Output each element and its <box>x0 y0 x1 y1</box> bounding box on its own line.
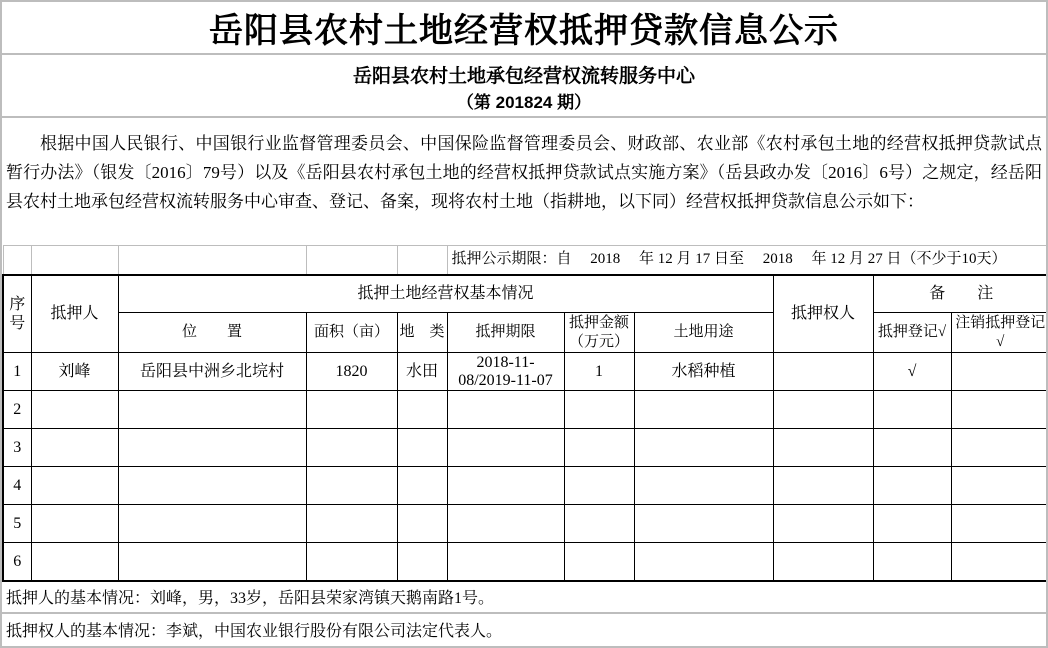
cell-mortgage-period <box>447 353 564 391</box>
mortgagee-info-note <box>2 614 1046 646</box>
table-cell <box>564 391 634 429</box>
table-cell <box>31 505 118 543</box>
header-land-type: 地 类 <box>397 313 447 353</box>
empty-cell <box>118 246 306 275</box>
title-section <box>2 2 1046 55</box>
cell-seq: 2 <box>3 391 31 429</box>
table-cell <box>397 505 447 543</box>
cell-seq: 1 <box>3 353 31 391</box>
table-cell <box>306 391 397 429</box>
cell-land-type: 水田 <box>397 353 447 391</box>
page-title: 岳阳县农村土地经营权抵押贷款信息公示 <box>209 12 839 50</box>
period-line-2: 08/2019-11-07 <box>458 371 553 389</box>
notice-period-text: 抵押公示期限：自 2018 年 12 月 17 日至 2018 年 12 月 27 日（不少于10天） <box>447 246 1048 275</box>
cell-land-usage: 水稻种植 <box>634 353 773 391</box>
header-seq: 序号 <box>3 275 31 353</box>
header-row-2 <box>3 313 1048 353</box>
table-cell <box>951 467 1048 505</box>
subtitle-section <box>2 55 1046 118</box>
cell-seq: 5 <box>3 505 31 543</box>
table-cell <box>773 543 873 581</box>
table-row <box>3 467 1048 505</box>
intro-section <box>2 118 1046 245</box>
header-amount: 抵押金额（万元） <box>564 313 634 353</box>
header-period: 抵押期限 <box>447 313 564 353</box>
cell-mortgagee <box>773 353 873 391</box>
cell-deregistration-check <box>951 353 1048 391</box>
table-cell <box>31 543 118 581</box>
loan-disclosure-table <box>2 245 1048 582</box>
table-cell <box>873 429 951 467</box>
table-cell <box>447 391 564 429</box>
empty-cell <box>3 246 31 275</box>
table-cell <box>634 505 773 543</box>
table-cell <box>118 505 306 543</box>
table-cell <box>31 391 118 429</box>
cell-seq: 3 <box>3 429 31 467</box>
table-cell <box>306 505 397 543</box>
table-cell <box>564 543 634 581</box>
empty-cell <box>397 246 447 275</box>
table-cell <box>306 467 397 505</box>
cell-registration-check: √ <box>873 353 951 391</box>
table-cell <box>634 543 773 581</box>
empty-cell <box>306 246 397 275</box>
table-cell <box>447 467 564 505</box>
issue-number: （第 201824 期） <box>456 93 592 112</box>
header-area: 面积（亩） <box>306 313 397 353</box>
header-mortgagor: 抵押人 <box>31 275 118 353</box>
cell-mortgagor-name: 刘峰 <box>31 353 118 391</box>
table-cell <box>773 391 873 429</box>
table-cell <box>951 505 1048 543</box>
header-land-info: 抵押土地经营权基本情况 <box>118 275 773 313</box>
table-cell <box>397 543 447 581</box>
table-cell <box>564 505 634 543</box>
table-cell <box>773 505 873 543</box>
table-cell <box>873 505 951 543</box>
empty-cell <box>31 246 118 275</box>
table-row <box>3 543 1048 581</box>
table-cell <box>951 543 1048 581</box>
table-cell <box>564 429 634 467</box>
table-cell <box>951 391 1048 429</box>
table-cell <box>118 391 306 429</box>
table-row <box>3 505 1048 543</box>
table-cell <box>873 467 951 505</box>
header-registered: 抵押登记√ <box>873 313 951 353</box>
header-remark: 备 注 <box>873 275 1048 313</box>
mortgagor-info-text: 抵押人的基本情况：刘峰，男，33岁，岳阳县荣家湾镇天鹅南路1号。 <box>6 590 495 607</box>
table-cell <box>118 429 306 467</box>
table-section <box>2 245 1046 582</box>
table-cell <box>118 467 306 505</box>
table-cell <box>773 429 873 467</box>
header-row-1 <box>3 275 1048 313</box>
header-usage: 土地用途 <box>634 313 773 353</box>
table-row <box>3 391 1048 429</box>
table-cell <box>31 429 118 467</box>
table-cell <box>564 467 634 505</box>
header-location: 位 置 <box>118 313 306 353</box>
table-cell <box>447 543 564 581</box>
header-deregistered: 注销抵押登记√ <box>951 313 1048 353</box>
table-cell <box>634 467 773 505</box>
table-cell <box>397 429 447 467</box>
table-cell <box>873 391 951 429</box>
cell-seq: 4 <box>3 467 31 505</box>
table-row <box>3 429 1048 467</box>
table-cell <box>306 429 397 467</box>
issuing-center-name: 岳阳县农村土地承包经营权流转服务中心 <box>352 66 695 87</box>
table-cell <box>873 543 951 581</box>
intro-paragraph: 根据中国人民银行、中国银行业监督管理委员会、中国保险监督管理委员会、财政部、农业部《农村承包土地的经营权抵押贷款试点暂行办法》（银发〔2016〕79号）以及《岳阳县农村承包土地的经营权抵押贷款试点实施方案》（岳县政办发〔2016〕6号）之规定，经岳阳县农村土地承包经营权流转服务中心审查、登记、备案，现将农村土地（指耕地，以下同）经营权抵押贷款信息公示如下： <box>6 134 1042 211</box>
table-cell <box>31 467 118 505</box>
table-row <box>3 353 1048 391</box>
table-cell <box>397 391 447 429</box>
table-cell <box>118 543 306 581</box>
mortgagor-info-note <box>2 582 1046 614</box>
table-cell <box>634 429 773 467</box>
table-cell <box>447 429 564 467</box>
mortgagee-info-text: 抵押权人的基本情况：李斌，中国农业银行股份有限公司法定代表人。 <box>6 623 503 640</box>
cell-loan-amount: 1 <box>564 353 634 391</box>
cell-seq: 6 <box>3 543 31 581</box>
notice-period-row <box>3 246 1048 275</box>
table-cell <box>773 467 873 505</box>
cell-land-area: 1820 <box>306 353 397 391</box>
table-cell <box>634 391 773 429</box>
table-cell <box>306 543 397 581</box>
table-cell <box>951 429 1048 467</box>
table-cell <box>397 467 447 505</box>
header-mortgagee: 抵押权人 <box>773 275 873 353</box>
cell-land-location: 岳阳县中洲乡北垸村 <box>118 353 306 391</box>
table-cell <box>447 505 564 543</box>
period-line-1: 2018-11- <box>476 353 535 371</box>
